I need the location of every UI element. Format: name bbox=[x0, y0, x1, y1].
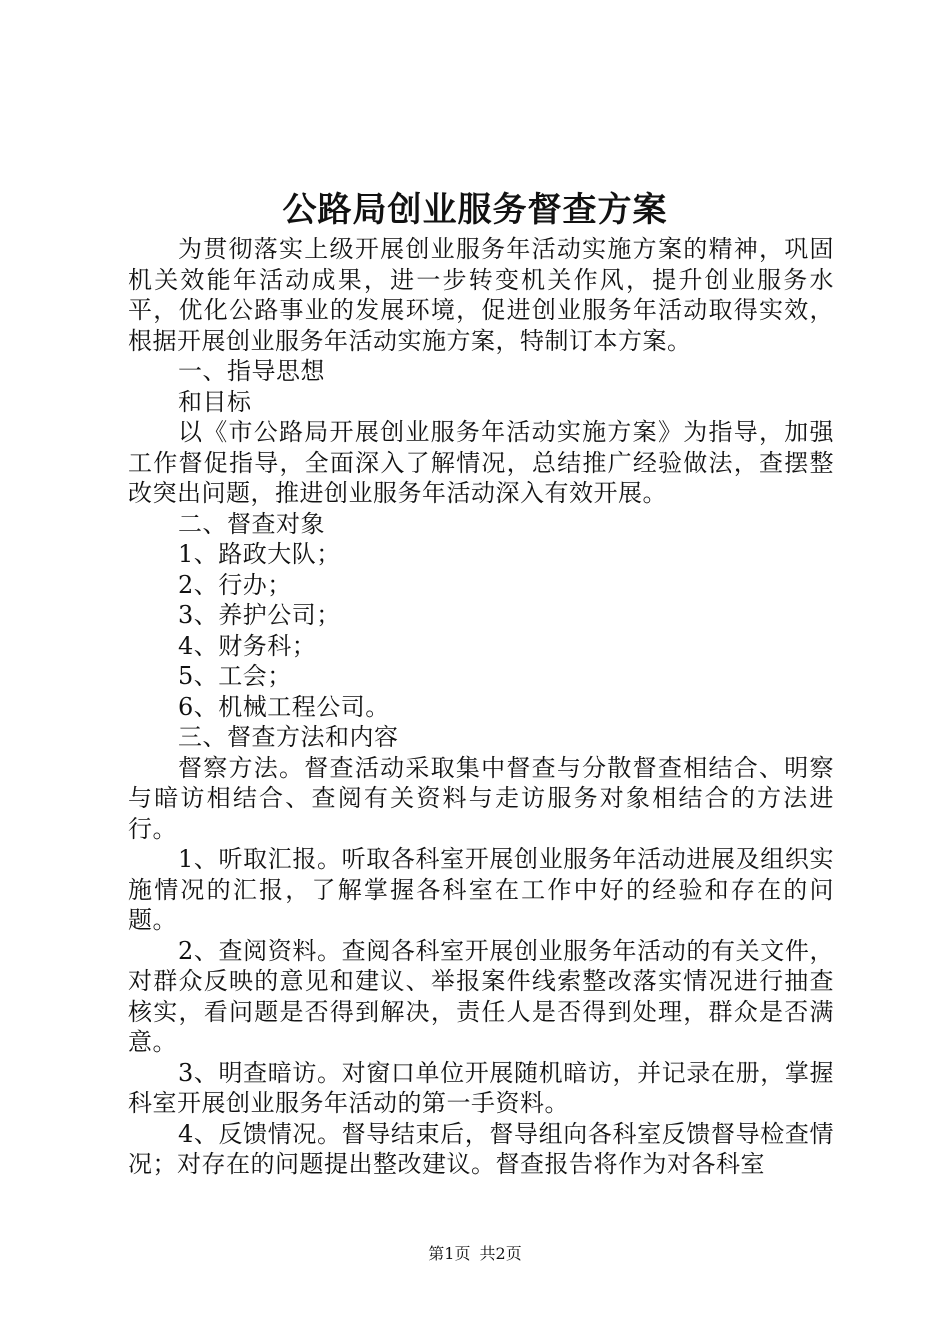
list-item: 2、行办； bbox=[178, 570, 292, 599]
paragraph-method-1: 1、听取汇报。听取各科室开展创业服务年活动进展及组织实施情况的汇报，了解掌握各科室在工作中好的经验和存在的问题。 bbox=[128, 845, 834, 934]
paragraph-guidance: 以《市公路局开展创业服务年活动实施方案》为指导，加强工作督促指导，全面深入了解情况，总结推广经验做法，查摆整改突出问题，推进创业服务年活动深入有效开展。 bbox=[128, 418, 834, 507]
heading-guiding-thought: 一、指导思想 bbox=[178, 357, 325, 385]
heading-goals: 和目标 bbox=[178, 387, 252, 416]
document-body bbox=[128, 234, 834, 1180]
paragraph-intro: 为贯彻落实上级开展创业服务年活动实施方案的精神，巩固机关效能年活动成果，进一步转变机关作风，提升创业服务水平，优化公路事业的发展环境，促进创业服务年活动取得实效，根据开展创业服务年活动实施方案，特制订本方案。 bbox=[128, 235, 834, 355]
heading-methods: 三、督查方法和内容 bbox=[178, 723, 399, 751]
list-item: 6、机械工程公司。 bbox=[178, 692, 390, 721]
paragraph-method-4: 4、反馈情况。督导结束后，督导组向各科室反馈督导检查情况；对存在的问题提出整改建议。督查报告将作为对各科室 bbox=[128, 1119, 834, 1178]
paragraph-method-2: 2、查阅资料。查阅各科室开展创业服务年活动的有关文件，对群众反映的意见和建议、举报案件线索整改落实情况进行抽查核实，看问题是否得到解决，责任人是否得到处理，群众是否满意。 bbox=[128, 936, 834, 1056]
list-item: 3、养护公司； bbox=[178, 601, 341, 629]
page-number: 第1页 bbox=[428, 1244, 471, 1263]
page-total: 共2页 bbox=[479, 1244, 522, 1263]
paragraph-methods: 督察方法。督查活动采取集中督查与分散督查相结合、明察与暗访相结合、查阅有关资料与走访服务对象相结合的方法进行。 bbox=[128, 753, 834, 843]
document-title: 公路局创业服务督查方案 bbox=[282, 190, 668, 230]
page-footer bbox=[0, 1244, 950, 1264]
list-item: 5、工会； bbox=[178, 662, 292, 690]
paragraph-method-3: 3、明查暗访。对窗口单位开展随机暗访，并记录在册，掌握科室开展创业服务年活动的第一手资料。 bbox=[128, 1058, 834, 1117]
heading-inspection-targets: 二、督查对象 bbox=[178, 509, 325, 538]
list-item: 4、财务科； bbox=[178, 631, 317, 660]
list-item: 1、路政大队； bbox=[178, 540, 341, 568]
